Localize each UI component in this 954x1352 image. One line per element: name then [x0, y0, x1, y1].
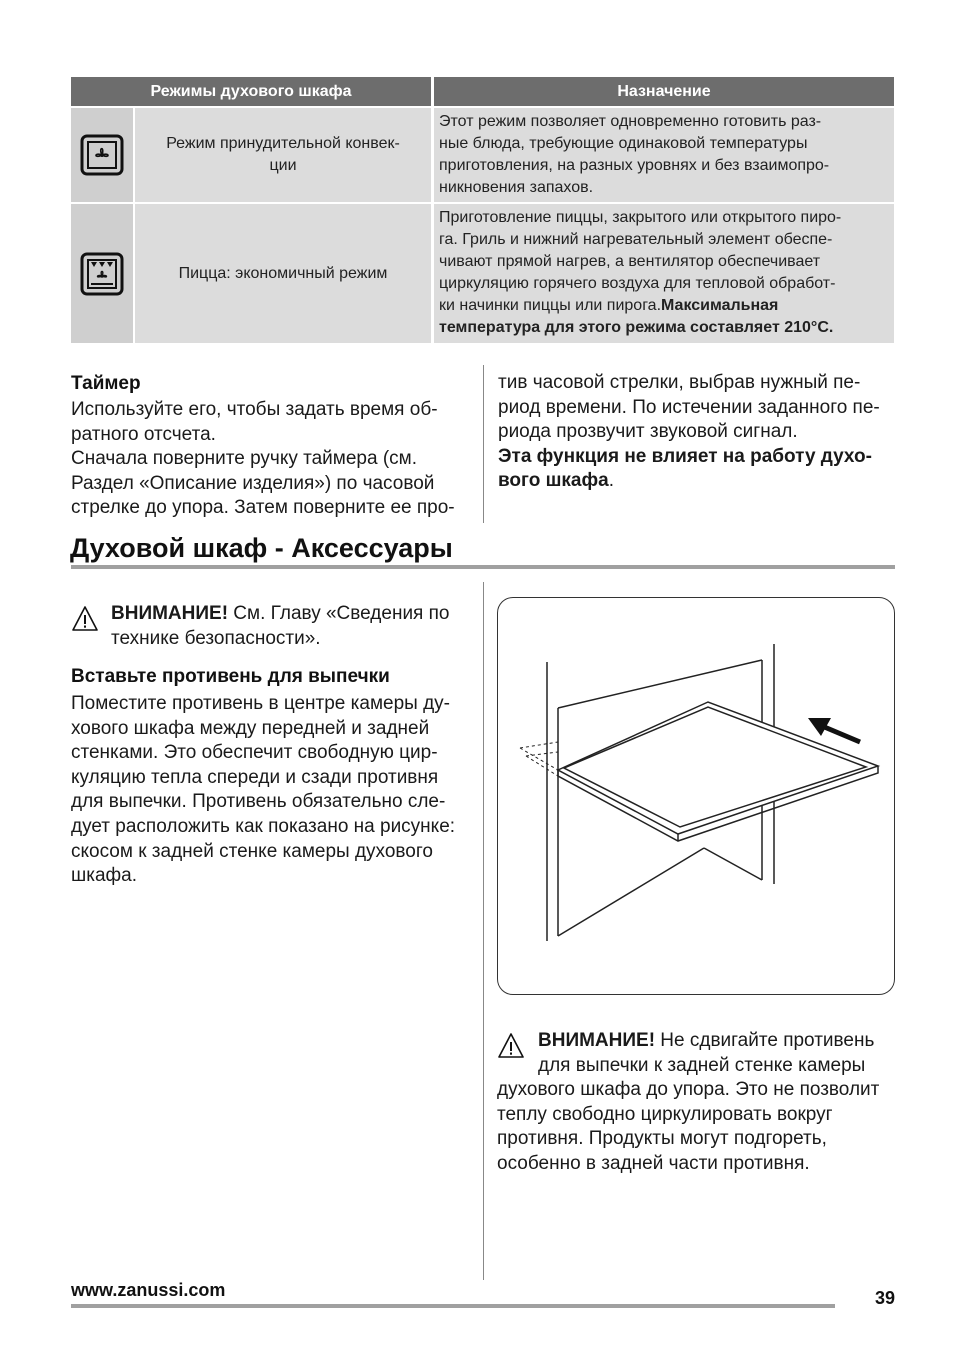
tray-instructions	[71, 665, 476, 889]
column-divider	[483, 582, 484, 1280]
warning-safety: ВНИМАНИЕ! См. Главу «Сведения по технике безопасности».	[71, 602, 476, 651]
section-title: Духовой шкаф - Аксессуары	[70, 533, 453, 563]
warning-tray-position: ВНИМАНИЕ! Не сдвигайте противень для выпечки к задней стенке камеры духового шкафа до упора. Это не позволит теплу свободно циркулировать вокруг противня. Продукты могут подгореть, особенно в задней части противня.	[497, 1030, 880, 1174]
page-number: 39	[874, 1288, 895, 1308]
warning-icon	[71, 604, 99, 634]
footer-rule	[71, 1304, 835, 1308]
baking-tray-illustration	[497, 597, 895, 995]
footer-website: www.zanussi.com	[71, 1280, 226, 1300]
timer-right-column: тив часовой стрелки, выбрав нужный пе- риод времени. По истечении заданного пе- риода прозвучит звуковой сигнал. Эта функция не влияет на работу духо- вого шкафа.	[498, 372, 880, 492]
timer-text: Используйте его, чтобы задать время об- ратного отсчета. Сначала поверните ручку таймера (см. Раздел «Описание изделия») по часовой стрелке до упора. Затем поверните ее про-	[71, 399, 455, 519]
table-row-icon-cell	[71, 108, 133, 202]
mode-label: Пицца: экономичный режим	[178, 264, 388, 282]
table-header-modes: Режимы духового шкафа	[71, 77, 431, 106]
oven-tray-drawing	[498, 598, 894, 994]
timer-left-column	[71, 372, 471, 521]
tray-heading: Вставьте противень для выпечки	[71, 666, 390, 687]
mode-description: Этот режим позволяет одновременно готовить раз- ные блюда, требующие одинаковой температуры приготовления, на разных уровнях и без взаимопро- никновения запахов.	[439, 113, 830, 196]
tray-text: Поместите противень в центре камеры ду- хового шкафа между передней и задней стенками. Это обеспечит свободную цир- куляцию тепла спереди и сзади противня для выпечки. Противень обязательно сле- дует расположить как показано на рисунке: скосом к задней стенке камеры духового шкафа.	[71, 693, 456, 887]
fan-convection-icon	[79, 133, 125, 177]
table-header-purpose: Назначение	[434, 77, 894, 106]
warning-icon	[497, 1031, 525, 1061]
mode-label: Режим принудительной конвек- ции	[166, 135, 400, 174]
table-row-icon-cell	[71, 204, 133, 343]
column-divider	[483, 365, 484, 523]
direction-arrow	[808, 718, 860, 742]
timer-heading: Таймер	[71, 373, 141, 394]
pizza-mode-icon	[79, 251, 125, 297]
section-rule	[71, 565, 895, 569]
mode-description: Приготовление пиццы, закрытого или открытого пиро- га. Гриль и нижний нагревательный элемент обеспе- чивают прямой нагрев, а вентилятор обеспечивает циркуляцию горячего воздуха для тепловой обработ- ки начинки пиццы или пирога.Максимальная температура для этого режима составляет 210°C.	[439, 209, 842, 336]
